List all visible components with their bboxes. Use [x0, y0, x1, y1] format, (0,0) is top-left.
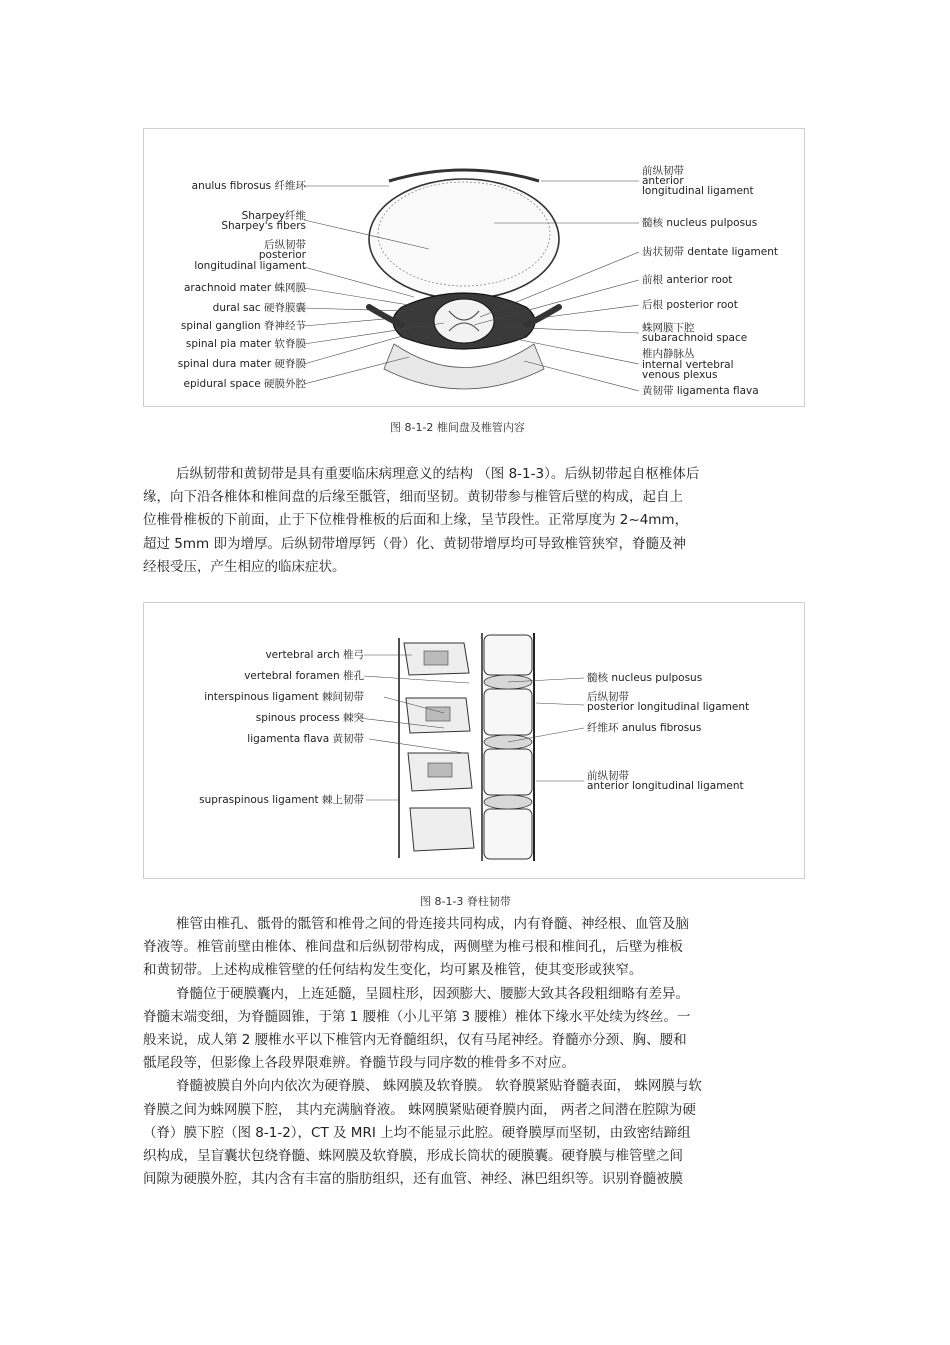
- label-spinal-ganglion: spinal ganglion 脊神经节: [180, 320, 306, 332]
- figure-disc-spinal-canal: [143, 128, 805, 407]
- label-nucleus-pulposus: 髓核 nucleus pulposus: [587, 672, 703, 684]
- spine-illustration: [144, 603, 804, 878]
- label-sharpey-en: Sharpey's fibers: [221, 220, 306, 232]
- label-subarachnoid-cn: 蛛网膜下腔: [642, 322, 695, 334]
- text-line: （脊）膜下腔（图 8-1-2），CT 及 MRI 上均不能显示此腔。硬脊膜厚而坚韧，由致密结蹄组: [143, 1124, 691, 1141]
- label-anterior-en: anterior: [642, 175, 684, 187]
- label-venous-plexus-en2: venous plexus: [642, 369, 718, 381]
- label-venous-plexus-en1: internal vertebral: [642, 359, 734, 371]
- label-nucleus-pulposus: 髓核 nucleus pulposus: [642, 217, 758, 229]
- label-posterior-ligament-cn: 后纵韧带: [587, 691, 629, 703]
- label-pia-mater: spinal pia mater 软脊膜: [185, 338, 306, 350]
- text-line: 超过 5mm 即为增厚。后纵韧带增厚钙（骨）化、黄韧带增厚均可导致椎管狭窄，脊髓及神: [143, 535, 686, 552]
- text-line: 脊髓位于硬膜囊内，上连延髓，呈圆柱形，因颈膨大、腰膨大致其各段粗细略有差异。: [176, 985, 689, 1002]
- figure1-caption: 图 8-1-2 椎间盘及椎管内容: [390, 421, 525, 434]
- label-anterior-cn: 前纵韧带: [642, 165, 684, 177]
- label-dentate-ligament: 齿状韧带 dentate ligament: [642, 246, 778, 258]
- label-posterior-en: posterior: [258, 249, 306, 261]
- label-supraspinous-ligament: supraspinous ligament 棘上韧带: [199, 794, 364, 806]
- label-anterior-ligament-cn: 前纵韧带: [587, 770, 629, 782]
- label-anterior-root: 前根 anterior root: [642, 274, 733, 286]
- label-posterior-ligament-en: longitudinal ligament: [194, 260, 306, 272]
- label-sharpey-cn: Sharpey纤维: [241, 210, 306, 222]
- text-line: 缘，向下沿各椎体和椎间盘的后缘至骶管，细而坚韧。黄韧带参与椎管后壁的构成，起自上: [143, 489, 683, 506]
- text-line: 脊髓被膜自外向内依次为硬脊膜、 蛛网膜及软脊膜。 软脊膜紧贴脊髓表面， 蛛网膜与软: [176, 1078, 702, 1095]
- text-line: 经根受压，产生相应的临床症状。: [143, 558, 346, 575]
- label-posterior-root: 后根 posterior root: [642, 299, 738, 311]
- paragraph-ligaments: [143, 463, 807, 579]
- label-interspinous-ligament: interspinous ligament 棘间韧带: [204, 691, 364, 703]
- text-line: 间隙为硬膜外腔，其内含有丰富的脂肪组织，还有血管、神经、淋巴组织等。识别脊髓被膜: [143, 1171, 683, 1188]
- label-posterior-ligament-en: posterior longitudinal ligament: [587, 701, 750, 713]
- label-ligamenta-flava: ligamenta flava 黄韧带: [247, 733, 364, 745]
- text-line: 脊液等。椎管前壁由椎体、椎间盘和后纵韧带构成，两侧壁为椎弓根和椎间孔，后壁为椎板: [143, 939, 683, 956]
- figure2-caption: 图 8-1-3 脊柱韧带: [420, 895, 511, 908]
- text-line: 和黄韧带。上述构成椎管壁的任何结构发生变化，均可累及椎管，使其变形或狭窄。: [143, 962, 643, 979]
- label-ligamenta-flava: 黄韧带 ligamenta flava: [642, 385, 759, 397]
- text-line: 后纵韧带和黄韧带是具有重要临床病理意义的结构 （图 8-1-3）。后纵韧带起自枢椎体后: [176, 466, 700, 482]
- text-line: 织构成，呈盲囊状包绕脊髓、蛛网膜及软脊膜，形成长筒状的硬膜囊。硬脊膜与椎管壁之间: [143, 1148, 683, 1165]
- label-vertebral-foramen: vertebral foramen 椎孔: [244, 670, 364, 682]
- label-arachnoid: arachnoid mater 蛛网膜: [183, 282, 306, 294]
- text-line: 脊髓末端变细，为脊髓圆锥，于第 1 腰椎（小儿平第 3 腰椎）椎体下缘水平处续为终丝。一: [143, 1008, 691, 1025]
- text-line: 位椎骨椎板的下前面，止于下位椎骨椎板的后面和上缘，呈节段性。正常厚度为 2~4mm，: [143, 512, 689, 529]
- label-posterior-cn: 后纵韧带: [264, 239, 306, 251]
- label-venous-plexus-cn: 椎内静脉丛: [642, 348, 695, 360]
- label-anterior-ligament-en: longitudinal ligament: [642, 185, 754, 197]
- label-subarachnoid-en: subarachnoid space: [642, 332, 748, 344]
- label-vertebral-arch: vertebral arch 椎弓: [265, 649, 364, 661]
- label-dura-mater: spinal dura mater 硬脊膜: [177, 358, 306, 370]
- text-line: 般来说，成人第 2 腰椎水平以下椎管内无脊髓组织，仅有马尾神经。脊髓亦分颈、胸、腰和: [143, 1032, 687, 1049]
- text-line: 椎管由椎孔、骶骨的骶管和椎骨之间的骨连接共同构成，内有脊髓、神经根、血管及脑: [176, 916, 689, 932]
- text-line: 骶尾段等，但影像上各段界限难辨。脊髓节段与同序数的椎骨多不对应。: [143, 1055, 575, 1072]
- label-spinous-process: spinous process 棘突: [255, 712, 364, 724]
- label-anterior-ligament-en: anterior longitudinal ligament: [587, 780, 744, 792]
- label-dural-sac: dural sac 硬脊膜囊: [212, 302, 306, 314]
- label-anulus-fibrosus: anulus fibrosus 纤维环: [191, 180, 306, 192]
- body-text: [143, 913, 807, 1191]
- text-line: 脊膜之间为蛛网膜下腔， 其内充满脑脊液。 蛛网膜紧贴硬脊膜内面， 两者之间潜在腔隙为硬: [143, 1101, 696, 1118]
- figure-spinal-ligaments: [143, 602, 805, 879]
- label-epidural-space: epidural space 硬膜外腔: [183, 378, 306, 390]
- label-anulus-fibrosus: 纤维环 anulus fibrosus: [587, 722, 702, 734]
